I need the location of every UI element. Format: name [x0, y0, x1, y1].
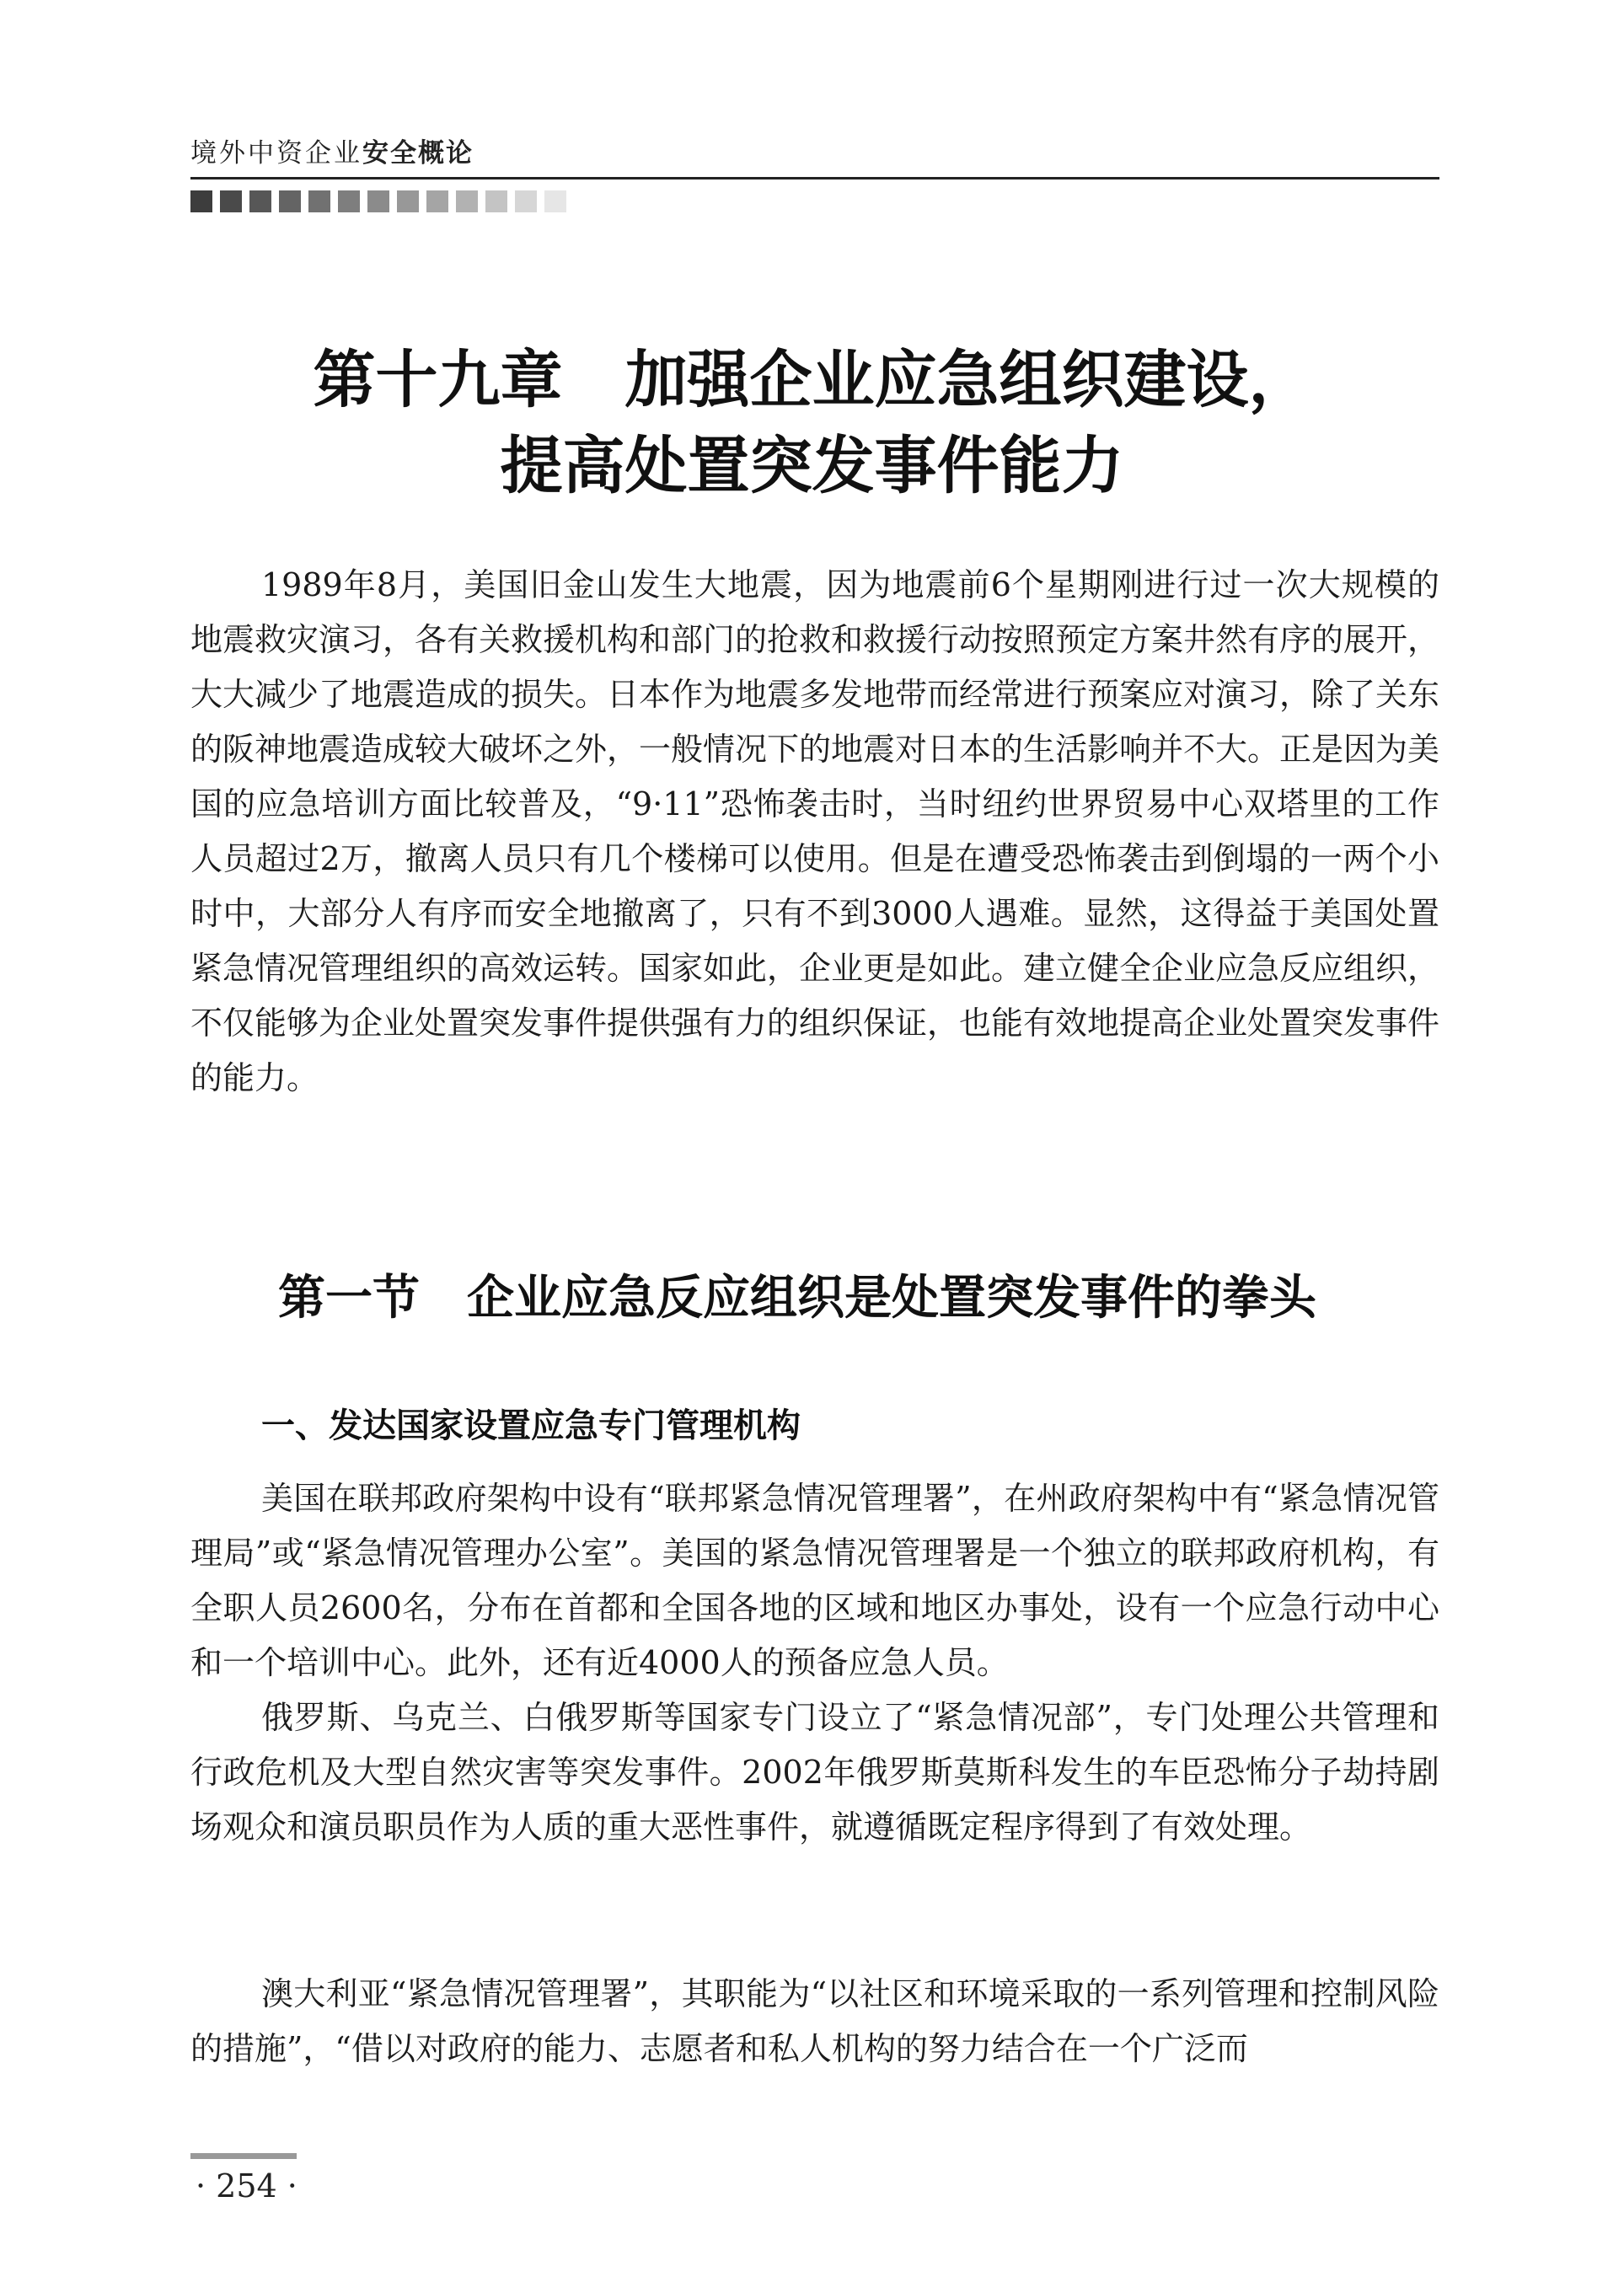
section-title: 第一节 企业应急反应组织是处置突发事件的拳头 — [278, 1271, 1316, 1326]
header-square — [397, 190, 419, 212]
body-paragraph-usa: 美国在联邦政府架构中设有“联邦紧急情况管理署”，在州政府架构中有“紧急情况管理局”或“紧急情况管理办公室”。美国的紧急情况管理署是一个独立的联邦政府机构，有全职人员2600名，分布在首都和全国各地的区域和地区办事处，设有一个应急行动中心和一个培训中心。此外，还有近4000人的预备应急人员。 — [190, 1480, 1439, 1681]
book-title-plain: 境外中资企业 — [190, 138, 362, 169]
header-rule — [190, 177, 1439, 179]
header-square — [367, 190, 389, 212]
header-square — [190, 190, 212, 212]
subsection-title: 一、发达国家设置应急专门管理机构 — [261, 1406, 801, 1445]
header-square — [338, 190, 360, 212]
header-square — [456, 190, 478, 212]
header-square — [249, 190, 271, 212]
page-number: · 254 · — [196, 2167, 297, 2205]
book-title-bold: 安全概论 — [362, 138, 474, 169]
header-square — [515, 190, 537, 212]
book-title — [190, 131, 474, 169]
footer-rule — [190, 2153, 297, 2159]
chapter-title-line1: 第十九章 加强企业应急组织建设， — [313, 344, 1311, 416]
header-square — [426, 190, 448, 212]
header-square — [279, 190, 301, 212]
body-paragraph-australia: 澳大利亚“紧急情况管理署”，其职能为“以社区和环境采取的一系列管理和控制风险的措施”，“借以对政府的能力、志愿者和私人机构的努力结合在一个广泛而 — [190, 1975, 1439, 2067]
header-square — [544, 190, 566, 212]
header-square — [485, 190, 507, 212]
body-paragraph-russia: 俄罗斯、乌克兰、白俄罗斯等国家专门设立了“紧急情况部”，专门处理公共管理和行政危机及大型自然灾害等突发事件。2002年俄罗斯莫斯科发生的车臣恐怖分子劫持剧场观众和演员职员作为人质的重大恶性事件，就遵循既定程序得到了有效处理。 — [190, 1699, 1439, 1846]
header-square — [220, 190, 242, 212]
decorative-squares — [190, 190, 566, 212]
chapter-title-line2: 提高处置突发事件能力 — [500, 430, 1124, 502]
intro-paragraph: 1989年8月，美国旧金山发生大地震，因为地震前6个星期刚进行过一次大规模的地震救灾演习，各有关救援机构和部门的抢救和救援行动按照预定方案井然有序的展开，大大减少了地震造成的损失。日本作为地震多发地带而经常进行预案应对演习，除了关东的阪神地震造成较大破坏之外，一般情况下的地震对日本的生活影响并不大。正是因为美国的应急培训方面比较普及，“9·11”恐怖袭击时，当时纽约世界贸易中心双塔里的工作人员超过2万，撤离人员只有几个楼梯可以使用。但是在遭受恐怖袭击到倒塌的一两个小时中，大部分人有序而安全地撤离了，只有不到3000人遇难。显然，这得益于美国处置紧急情况管理组织的高效运转。国家如此，企业更是如此。建立健全企业应急反应组织，不仅能够为企业处置突发事件提供强有力的组织保证，也能有效地提高企业处置突发事件的能力。 — [190, 566, 1440, 1096]
header-square — [308, 190, 330, 212]
